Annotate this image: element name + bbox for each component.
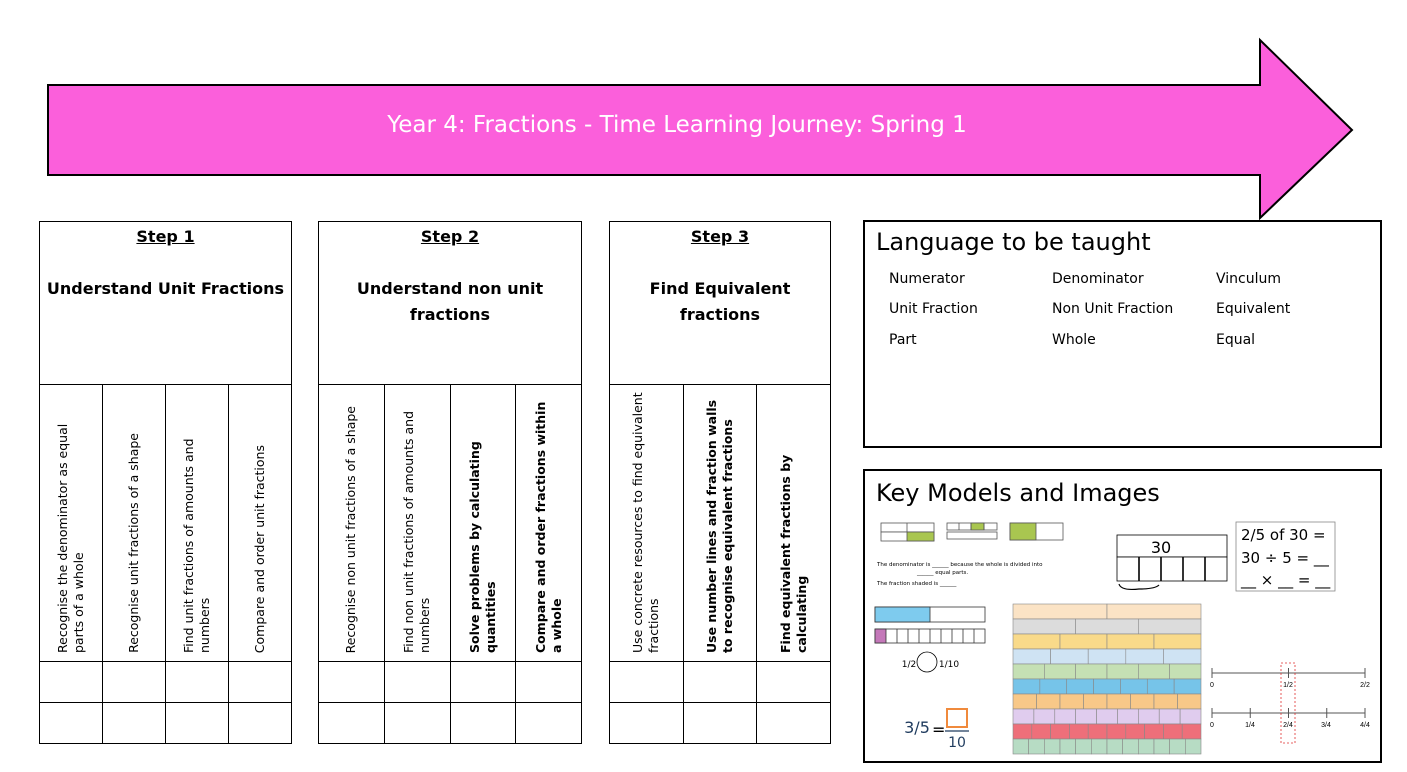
fraction-wall-cell: [1013, 604, 1107, 619]
empty-cell: [40, 703, 103, 744]
empty-cell: [319, 703, 385, 744]
objective-cell: [450, 385, 516, 662]
compare-right: 1/10: [938, 660, 960, 670]
number-line-label: 2/2: [1360, 682, 1370, 689]
fraction-wall-cell: [1178, 694, 1202, 709]
fraction-wall-cell: [1154, 694, 1178, 709]
fraction-wall-cell: [1013, 709, 1034, 724]
equivalence-left: 3/5: [904, 718, 930, 737]
empty-cell: [516, 662, 582, 703]
fraction-wall-cell: [1055, 709, 1076, 724]
step-2-table: [318, 221, 582, 744]
fraction-wall-cell: [1154, 739, 1170, 754]
fraction-wall-cell: [1076, 709, 1097, 724]
empty-cell: [103, 703, 166, 744]
step-label: Step 1: [136, 227, 195, 246]
language-term: Denominator: [1052, 271, 1144, 287]
fraction-wall-cell: [1091, 739, 1107, 754]
empty-cell: [229, 703, 292, 744]
fraction-wall-cell: [1107, 604, 1201, 619]
fraction-wall-cell: [1029, 739, 1045, 754]
language-box: [863, 220, 1382, 448]
fraction-wall-cell: [1131, 694, 1155, 709]
empty-cell: [683, 703, 757, 744]
step-title: Find Equivalent fractions: [649, 279, 791, 324]
objective-text: Compare and order unit fractions: [252, 444, 267, 653]
fraction-wall-cell: [1060, 694, 1084, 709]
comparison-bars: [875, 607, 985, 672]
fraction-wall-cell: [1076, 739, 1092, 754]
objective-cell: [610, 385, 684, 662]
step-label: Step 3: [690, 227, 750, 246]
fraction-wall-cell: [1107, 634, 1154, 649]
number-line-label: 1/4: [1245, 722, 1255, 729]
fraction-wall-cell: [1154, 634, 1201, 649]
fraction-wall-cell: [1034, 709, 1055, 724]
fraction-wall-cell: [1076, 619, 1139, 634]
language-term: Numerator: [889, 271, 965, 287]
objective-text: Recognise unit fractions of a shape: [126, 433, 141, 653]
fraction-wall-cell: [1051, 724, 1070, 739]
fraction-wall-cell: [1107, 739, 1123, 754]
fraction-wall-cell: [1138, 664, 1169, 679]
fraction-wall-cell: [1174, 679, 1201, 694]
fraction-wall-cell: [1060, 634, 1107, 649]
empty-cell: [103, 662, 166, 703]
language-title: Language to be taught: [876, 228, 1151, 256]
objective-cell: [683, 385, 757, 662]
fraction-wall-cell: [1084, 694, 1108, 709]
model-sentence: The fraction shaded is ______: [877, 581, 957, 587]
fraction-wall-cell: [1180, 709, 1201, 724]
fraction-wall-cell: [1138, 739, 1154, 754]
fraction-wall-cell: [1117, 709, 1138, 724]
objective-cell: [384, 385, 450, 662]
fraction-wall-cell: [1013, 619, 1076, 634]
fraction-wall-cell: [1170, 664, 1201, 679]
fraction-wall-cell: [1107, 724, 1126, 739]
handwritten-line: __ × __ = __: [1241, 571, 1331, 589]
answer-box: [947, 709, 967, 727]
bar-model-total: 30: [1150, 538, 1172, 557]
objective-cell: [40, 385, 103, 662]
empty-cell: [757, 662, 831, 703]
empty-cell: [450, 662, 516, 703]
empty-cell: [516, 703, 582, 744]
step-title: Understand non unit fractions: [356, 279, 544, 324]
equivalence-denominator: 10: [948, 735, 966, 751]
fraction-wall-cell: [1163, 724, 1182, 739]
objective-text: Compare and order fractions within a whole: [532, 401, 564, 653]
fraction-wall-cell: [1013, 694, 1037, 709]
fraction-wall-cell: [1060, 739, 1076, 754]
fraction-wall-cell: [1044, 739, 1060, 754]
objective-cell: [229, 385, 292, 662]
objective-text: Use number lines and fraction walls to recognise equivalent fractions: [703, 399, 735, 653]
models-box: [863, 469, 1382, 763]
number-line-label: 0: [1210, 722, 1214, 729]
fraction-wall-cell: [1159, 709, 1180, 724]
number-lines: [1212, 668, 1365, 718]
language-term: Whole: [1052, 332, 1096, 348]
fraction-wall-cell: [1170, 739, 1186, 754]
fraction-wall-cell: [1069, 724, 1088, 739]
language-term: Part: [889, 332, 917, 348]
fraction-wall-cell: [1138, 619, 1201, 634]
number-line-label: 1/2: [1283, 682, 1293, 689]
objective-cell: [757, 385, 831, 662]
step-3-header: [610, 222, 831, 385]
fraction-wall-cell: [1032, 724, 1051, 739]
fraction-wall-cell: [1037, 694, 1061, 709]
objective-cell: [516, 385, 582, 662]
empty-cell: [384, 662, 450, 703]
fraction-wall-cell: [1185, 739, 1201, 754]
number-line-label: 4/4: [1360, 722, 1370, 729]
step-label: Step 2: [420, 227, 480, 246]
fraction-wall: [1013, 604, 1201, 754]
compare-left: 1/2: [901, 660, 917, 670]
fraction-wall-cell: [1013, 664, 1044, 679]
fraction-wall-cell: [1107, 694, 1131, 709]
language-term: Unit Fraction: [889, 301, 978, 317]
step-3-table: [609, 221, 831, 744]
objective-text: Solve problems by calculating quantities: [466, 441, 498, 653]
fraction-wall-cell: [1013, 634, 1060, 649]
model-sentence: The denominator is ______ because the whole is divided into: [877, 562, 1043, 568]
fraction-wall-cell: [1013, 679, 1040, 694]
language-term: Equal: [1216, 332, 1256, 348]
step-1-header: [40, 222, 292, 385]
equals-sign: =: [932, 720, 946, 739]
empty-cell: [40, 662, 103, 703]
fraction-wall-cell: [1107, 664, 1138, 679]
fraction-wall-cell: [1126, 649, 1164, 664]
empty-cell: [450, 703, 516, 744]
page-title: Year 4: Fractions - Time Learning Journey: Spring 1: [387, 112, 967, 138]
handwritten-line: 2/5 of 30 =: [1241, 526, 1326, 544]
fraction-wall-cell: [1013, 649, 1051, 664]
number-line-label: 3/4: [1321, 722, 1331, 729]
fraction-wall-cell: [1051, 649, 1089, 664]
model-sentence: ______ equal parts.: [917, 570, 969, 576]
objective-cell: [103, 385, 166, 662]
handwritten-line: 30 ÷ 5 = __: [1241, 549, 1329, 567]
step-2-header: [319, 222, 582, 385]
models-illustration: [865, 471, 1380, 761]
language-term: Non Unit Fraction: [1052, 301, 1174, 317]
fraction-wall-cell: [1123, 739, 1139, 754]
fraction-wall-cell: [1067, 679, 1094, 694]
number-line-label: 0: [1210, 682, 1214, 689]
fraction-wall-cell: [1013, 724, 1032, 739]
fraction-wall-cell: [1126, 724, 1145, 739]
empty-cell: [610, 703, 684, 744]
language-term: Vinculum: [1216, 271, 1282, 287]
empty-cell: [683, 662, 757, 703]
empty-cell: [166, 703, 229, 744]
fraction-wall-cell: [1120, 679, 1147, 694]
fraction-wall-cell: [1138, 709, 1159, 724]
empty-cell: [610, 662, 684, 703]
fraction-wall-cell: [1088, 724, 1107, 739]
fraction-wall-cell: [1097, 709, 1118, 724]
empty-cell: [166, 662, 229, 703]
objective-text: Find unit fractions of amounts and numbers: [181, 438, 212, 653]
fraction-wall-cell: [1044, 664, 1075, 679]
fraction-wall-cell: [1076, 664, 1107, 679]
fraction-wall-cell: [1182, 724, 1201, 739]
number-line-label: 2/4: [1283, 722, 1293, 729]
objective-cell: [166, 385, 229, 662]
objective-text: Find non unit fractions of amounts and numbers: [401, 411, 433, 653]
objective-text: Use concrete resources to find equivalent fractions: [630, 392, 662, 653]
fraction-wall-cell: [1163, 649, 1201, 664]
fraction-wall-cell: [1040, 679, 1067, 694]
objective-text: Recognise non unit fractions of a shape: [343, 405, 359, 653]
step-title: Understand Unit Fractions: [46, 279, 285, 298]
bar-model: [1117, 535, 1227, 589]
models-title: Key Models and Images: [876, 479, 1160, 507]
fraction-wall-cell: [1088, 649, 1126, 664]
empty-cell: [384, 703, 450, 744]
fraction-wall-cell: [1147, 679, 1174, 694]
shaded-bar-models: [881, 523, 1063, 541]
language-term: Equivalent: [1216, 301, 1291, 317]
fraction-wall-cell: [1145, 724, 1164, 739]
fraction-wall-cell: [1013, 739, 1029, 754]
objective-text: Find equivalent fractions by calculating: [777, 454, 809, 653]
objective-text: Recognise the denominator as equal parts of a whole: [55, 423, 86, 653]
fraction-wall-cell: [1094, 679, 1121, 694]
objective-cell: [319, 385, 385, 662]
step-1-table: [39, 221, 292, 744]
empty-cell: [319, 662, 385, 703]
empty-cell: [229, 662, 292, 703]
empty-cell: [757, 703, 831, 744]
